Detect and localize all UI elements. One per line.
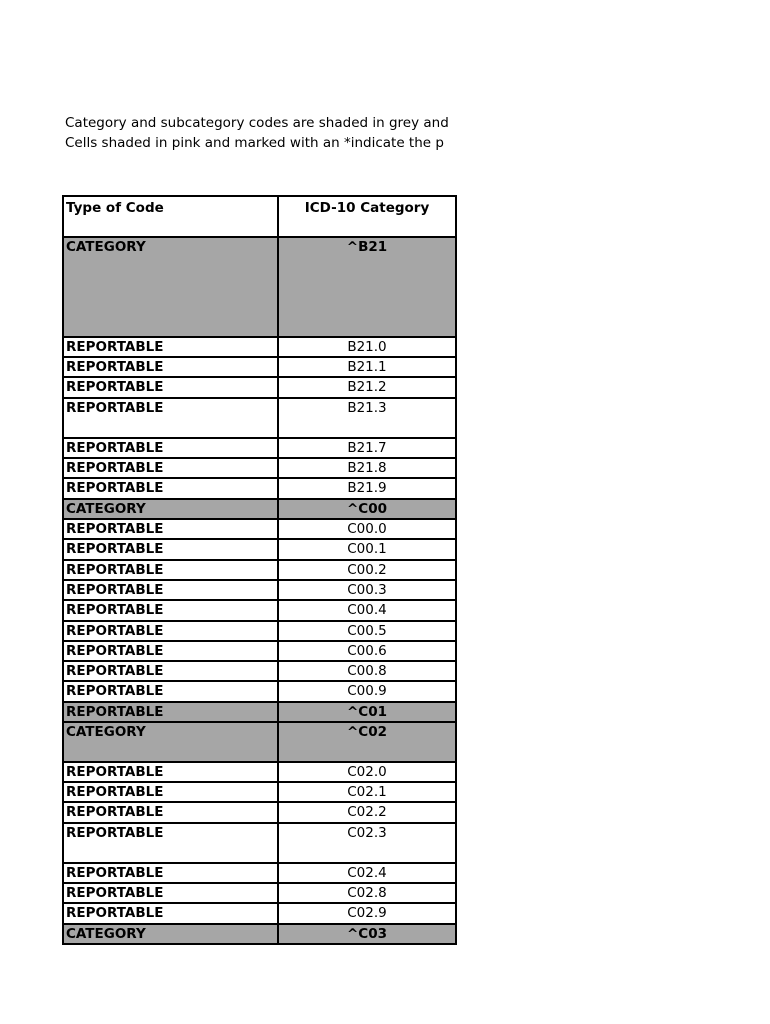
icd10-code-cell: B21.2 <box>278 377 456 398</box>
icd10-code-cell: ^C00 <box>278 499 456 519</box>
icd10-code-cell: C02.4 <box>278 863 456 883</box>
table-row <box>63 702 456 722</box>
icd10-code-cell: C00.6 <box>278 641 456 661</box>
icd10-code-cell: C02.3 <box>278 823 456 863</box>
table-row <box>63 580 456 600</box>
type-of-code-cell: REPORTABLE <box>63 782 278 802</box>
icd10-code-cell: C00.0 <box>278 519 456 539</box>
type-of-code-cell: REPORTABLE <box>63 580 278 600</box>
icd10-code-cell: B21.9 <box>278 478 456 499</box>
type-of-code-cell: REPORTABLE <box>63 377 278 398</box>
table-row <box>63 863 456 883</box>
type-of-code-cell: REPORTABLE <box>63 802 278 823</box>
type-of-code-cell: REPORTABLE <box>63 600 278 621</box>
icd10-code-cell: B21.7 <box>278 438 456 458</box>
table-row <box>63 337 456 357</box>
type-of-code-cell: REPORTABLE <box>63 661 278 681</box>
header-icd10-category: ICD-10 Category <box>278 196 456 237</box>
legend-note-line-1: Category and subcategory codes are shaded in grey and <box>65 115 449 131</box>
type-of-code-cell: REPORTABLE <box>63 621 278 641</box>
table-row <box>63 924 456 944</box>
type-of-code-cell: REPORTABLE <box>63 702 278 722</box>
type-of-code-cell: REPORTABLE <box>63 478 278 499</box>
type-of-code-cell: REPORTABLE <box>63 903 278 924</box>
type-of-code-cell: REPORTABLE <box>63 560 278 580</box>
table-row <box>63 600 456 621</box>
icd10-code-cell: C00.9 <box>278 681 456 702</box>
type-of-code-cell: REPORTABLE <box>63 762 278 782</box>
type-of-code-cell: REPORTABLE <box>63 519 278 539</box>
legend-note-line-2: Cells shaded in pink and marked with an *indicate the p <box>65 135 444 151</box>
icd10-code-cell: ^C01 <box>278 702 456 722</box>
icd10-code-cell: C02.0 <box>278 762 456 782</box>
icd10-code-cell: B21.8 <box>278 458 456 478</box>
type-of-code-cell: REPORTABLE <box>63 438 278 458</box>
table-row <box>63 398 456 438</box>
type-of-code-cell: CATEGORY <box>63 722 278 762</box>
table-row <box>63 641 456 661</box>
table-row <box>63 681 456 702</box>
type-of-code-cell: CATEGORY <box>63 499 278 519</box>
icd10-code-cell: ^C03 <box>278 924 456 944</box>
icd10-code-cell: C00.5 <box>278 621 456 641</box>
type-of-code-cell: REPORTABLE <box>63 357 278 377</box>
table-row <box>63 438 456 458</box>
table-row <box>63 377 456 398</box>
icd10-code-cell: C02.1 <box>278 782 456 802</box>
type-of-code-cell: REPORTABLE <box>63 681 278 702</box>
icd10-code-cell: C00.4 <box>278 600 456 621</box>
table-row <box>63 883 456 903</box>
type-of-code-cell: REPORTABLE <box>63 539 278 560</box>
table-row <box>63 722 456 762</box>
icd10-code-cell: B21.1 <box>278 357 456 377</box>
icd10-code-cell: ^C02 <box>278 722 456 762</box>
table-header-row <box>63 196 456 237</box>
icd10-code-cell: C00.3 <box>278 580 456 600</box>
table-row <box>63 621 456 641</box>
type-of-code-cell: REPORTABLE <box>63 398 278 438</box>
icd10-code-cell: ^B21 <box>278 237 456 337</box>
table-row <box>63 237 456 337</box>
type-of-code-cell: REPORTABLE <box>63 823 278 863</box>
table-body <box>63 237 456 944</box>
icd10-code-cell: C02.8 <box>278 883 456 903</box>
icd10-code-cell: C00.1 <box>278 539 456 560</box>
type-of-code-cell: REPORTABLE <box>63 337 278 357</box>
table-row <box>63 661 456 681</box>
type-of-code-cell: CATEGORY <box>63 924 278 944</box>
table-row <box>63 802 456 823</box>
table-row <box>63 823 456 863</box>
table-row <box>63 478 456 499</box>
type-of-code-cell: REPORTABLE <box>63 641 278 661</box>
type-of-code-cell: REPORTABLE <box>63 883 278 903</box>
type-of-code-cell: REPORTABLE <box>63 458 278 478</box>
icd10-code-cell: C02.9 <box>278 903 456 924</box>
table-row <box>63 762 456 782</box>
header-type-of-code: Type of Code <box>63 196 278 237</box>
table-row <box>63 357 456 377</box>
table-row <box>63 519 456 539</box>
icd10-code-table <box>62 195 457 945</box>
table-row <box>63 903 456 924</box>
icd10-code-cell: C00.2 <box>278 560 456 580</box>
type-of-code-cell: CATEGORY <box>63 237 278 337</box>
icd10-code-cell: C00.8 <box>278 661 456 681</box>
table-row <box>63 458 456 478</box>
icd10-code-cell: B21.0 <box>278 337 456 357</box>
table-row <box>63 499 456 519</box>
table-row <box>63 539 456 560</box>
table-row <box>63 560 456 580</box>
icd10-code-cell: C02.2 <box>278 802 456 823</box>
table-row <box>63 782 456 802</box>
type-of-code-cell: REPORTABLE <box>63 863 278 883</box>
icd10-code-cell: B21.3 <box>278 398 456 438</box>
